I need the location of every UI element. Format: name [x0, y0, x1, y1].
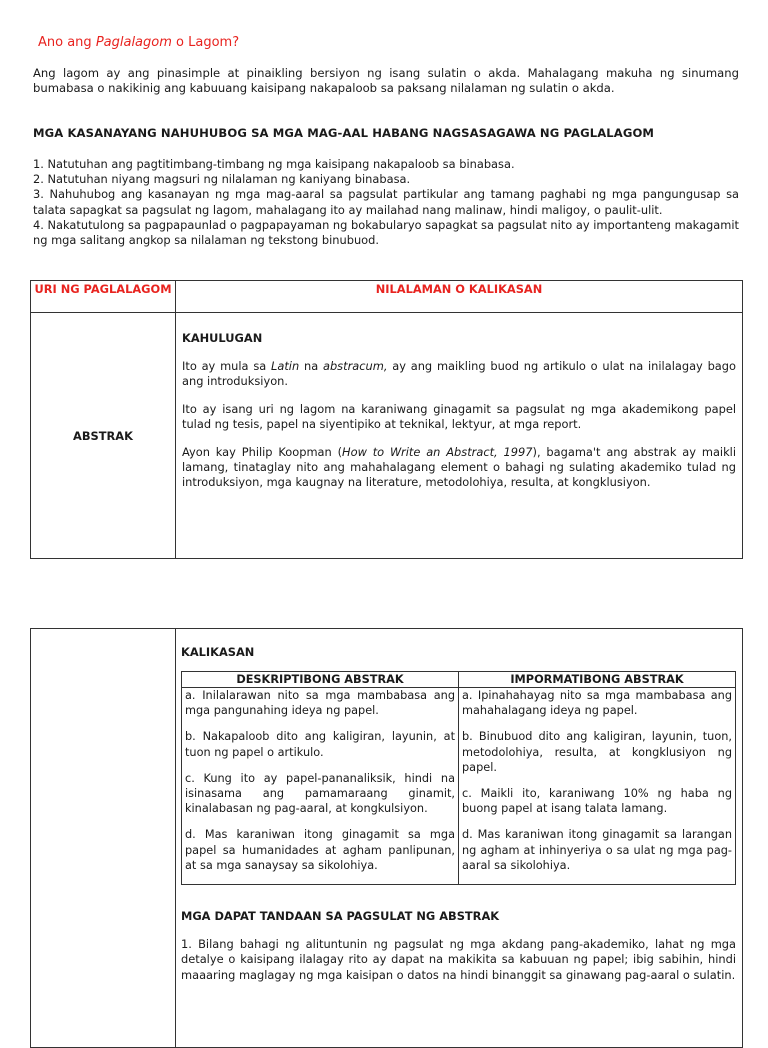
skills-list — [33, 157, 739, 248]
kalikasan-table — [30, 628, 743, 1048]
info-column — [459, 688, 736, 885]
col-header-impormatibo: IMPORMATIBONG ABSTRAK — [459, 672, 736, 688]
paragraph: Ito ay isang uri ng lagom na karaniwang ginagamit sa pagsulat ng mga akademikong papel tulad ng tesis, papel na siyentipiko at teknikal, lektyur, at mga report. — [182, 401, 736, 432]
comparison-table — [181, 671, 736, 885]
subheading-tips: MGA DAPAT TANDAAN SA PAGSULAT NG ABSTRAK — [181, 909, 500, 924]
list-item: b. Nakapaloob dito ang kaligiran, layunin, at tuon ng papel o artikulo. — [185, 730, 455, 759]
content-cell — [176, 629, 743, 1048]
list-item: c. Maikli ito, karaniwang 10% ng haba ng buong papel at isang talata lamang. — [462, 787, 732, 816]
list-item: c. Kung ito ay papel-pananaliksik, hindi na isinasama ang pamamaraang ginamit, kinalabasan ng pag-aaral, at kongkulsiyon. — [185, 771, 455, 816]
section-heading: MGA KASANAYANG NAHUHUBOG SA MGA MAG-AAL HABANG NAGSASAGAWA NG PAGLALAGOM — [33, 126, 655, 140]
list-item: d. Mas karaniwan itong ginagamit sa larangan ng agham at inhinyeriya o sa ulat ng mga pag-aaral sa sikolohiya. — [462, 828, 732, 872]
subheading-kahulugan: KAHULUGAN — [182, 331, 263, 345]
page-title: Ano ang Paglalagom o Lagom? — [38, 35, 240, 50]
list-item: a. Inilalarawan nito sa mga mambabasa ang mga pangunahing ideya ng papel. — [185, 689, 455, 718]
paragraph: 1. Bilang bahagi ng alituntunin ng pagsulat ng mga akdang pang-akademiko, lahat ng mga detalye o kaisipang ilalagay rito ay dapat na makikita sa kabuuan ng papel; ibig sabihin, hindi maaaring maglagay ng mga kaisipan o datos na hindi binanggit sa ginawang pag-aaral o sulatin. — [181, 937, 736, 982]
list-item: 3. Nahuhubog ang kasanayan ng mga mag-aaral sa pagsulat partikular ang tamang paghabi ng mga pangungusap sa talata sapagkat sa pagsulat ng lagom, mahalagang ito ay mailahad nang malinaw, hindi maligoy, o paulit-ulit. — [33, 187, 739, 217]
abstrak-table — [30, 280, 743, 559]
empty-label-cell — [31, 629, 176, 1048]
table-header-content: NILALAMAN O KALIKASAN — [176, 281, 743, 313]
subheading-kalikasan: KALIKASAN — [181, 645, 255, 659]
paragraph: Ito ay mula sa Latin na abstracum, ay ang maikling buod ng artikulo o ulat na inilalagay bago ang introduksiyon. — [182, 359, 736, 389]
desc-column — [182, 688, 459, 885]
list-item: a. Ipinahahayag nito sa mga mambabasa ang mahahalagang ideya ng papel. — [462, 689, 732, 718]
col-header-deskriptibo: DESKRIPTIBONG ABSTRAK — [182, 672, 459, 688]
list-item: 2. Natutuhan niyang magsuri ng nilalaman ng kaniyang binabasa. — [33, 172, 411, 187]
table-header-type: URI NG PAGLALAGOM — [31, 281, 176, 313]
list-item: b. Binubuod dito ang kaligiran, layunin, tuon, metodolohiya, resulta, at kongklusiyon ng papel. — [462, 730, 732, 774]
list-item: 4. Nakatutulong sa pagpapaunlad o pagpapayaman ng bokabularyo sapagkat sa pagsulat nito ay importanteng makagamit ng mga salitang angkop sa nilalaman ng tekstong binubuod. — [33, 217, 739, 248]
content-cell — [176, 313, 743, 559]
list-item: d. Mas karaniwan itong ginagamit sa mga papel sa humanidades at agham panlipunan, at sa mga sanaysay sa sikolohiya. — [185, 828, 455, 872]
row-label-abstrak: ABSTRAK — [31, 313, 176, 559]
intro-paragraph: Ang lagom ay ang pinasimple at pinaikling bersiyon ng isang sulatin o akda. Mahalagang makuha ng sinumang bumabasa o nakikinig ang kabuuang kaisipang nakapaloob sa paksang nilalaman ng sulatin o akda. — [33, 66, 739, 96]
list-item: 1. Natutuhan ang pagtitimbang-timbang ng mga kaisipang nakapaloob sa binabasa. — [33, 157, 515, 171]
paragraph: Ayon kay Philip Koopman (How to Write an Abstract, 1997), bagama't ang abstrak ay maikli lamang, tinataglay nito ang mahahalagang element o bahagi ng sulating akademiko tulad ng introduksiyon, mga kaugnay na literature, metodolohiya, resulta, at kongklusiyon. — [182, 444, 737, 490]
